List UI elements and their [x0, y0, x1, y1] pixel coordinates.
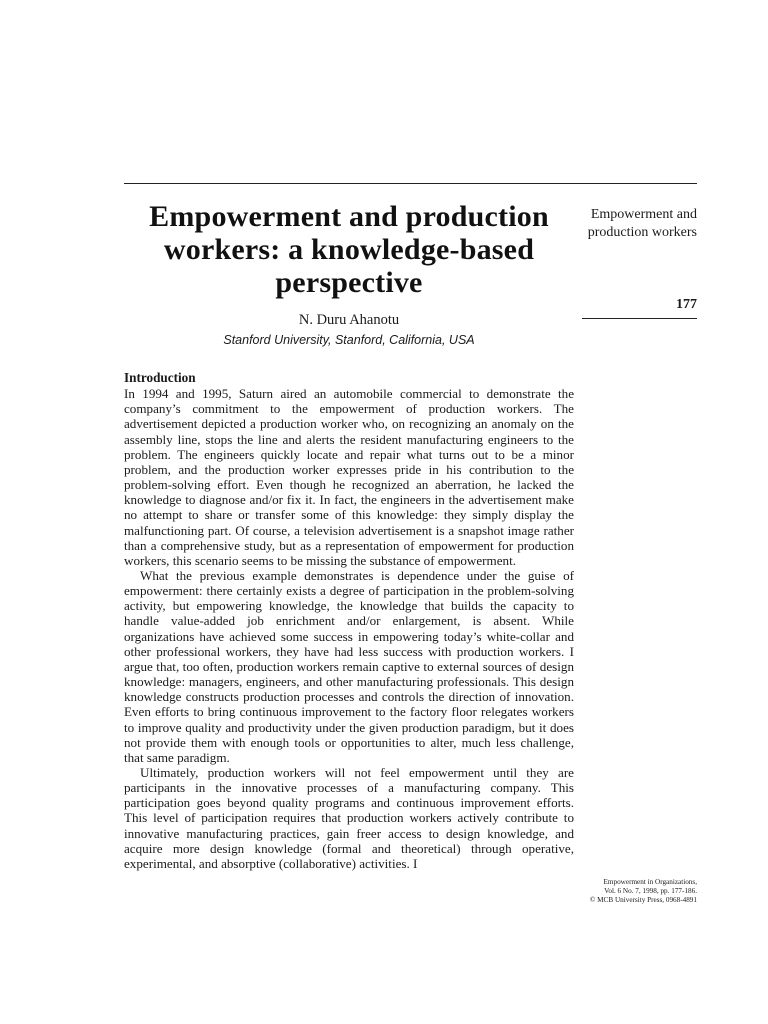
- sidebar-rule: [582, 318, 697, 319]
- journal-citation: [560, 878, 697, 905]
- top-rule: [124, 183, 697, 184]
- author-affiliation: Stanford University, Stanford, California, USA: [223, 333, 475, 347]
- body-paragraph-2: What the previous example demonstrates is dependence under the guise of empowerment: there certainly exists a degree of participation in the problem-solving activity, but empowering knowledge, the knowledge that builds the capacity to handle value-added job enrichment and/or enlargement, is absent. While organizations have achieved some success in empowering today’s white-collar and other professional workers, they have had less success with production workers. I argue that, too often, production workers remain captive to external sources of design knowledge: managers, engineers, and other manufacturing professionals. This design knowledge constructs production processes and controls the direction of innovation. Even efforts to bring continuous improvement to the factory floor relegates workers to improve quality and productivity under the given production paradigm, but it does not provide them with enough tools or opportunities to alter, much less challenge, that same paradigm.: [124, 567, 574, 765]
- running-title: Empowerment and production workers: [587, 207, 697, 240]
- article-main-column: [124, 200, 574, 871]
- body-paragraph-3: Ultimately, production workers will not feel empowerment until they are participants in the innovative processes of a manufacturing company. This participation goes beyond quality programs and continuous improvement efforts. This level of participation requires that production workers actively contribute to innovative manufacturing practices, gain freer access to design knowledge, and acquire more design knowledge (formal and theoretical) through operative, experimental, and absorptive (collaborative) activities. I: [124, 765, 574, 871]
- citation-publisher: © MCB University Press, 0968-4891: [589, 896, 697, 904]
- citation-journal: Empowerment in Organizations,: [603, 878, 697, 886]
- article-title: Empowerment and production workers: a knowledge-based perspective: [149, 200, 549, 299]
- section-heading-introduction: Introduction: [124, 370, 196, 385]
- body-paragraph-1: In 1994 and 1995, Saturn aired an automobile commercial to demonstrate the company’s commitment to the empowerment of production workers. The advertisement depicted a production worker who, on recognizing an anomaly on the assembly line, stops the line and alerts the resident manufacturing engineers to the problem. The engineers quickly locate and repair what turns out to be a minor problem, and the production worker expresses pride in his contribution to the problem-solving effort. Even though he recognized an aberration, he lacked the knowledge to diagnose and/or fix it. In fact, the engineers in the advertisement make no attempt to share or transfer some of this knowledge: they simply display the malfunctioning part. Of course, a television advertisement is a snapshot image rather than a comprehensive study, but as a representation of empowerment for production workers, this scenario seems to be missing the substance of empowerment.: [124, 386, 574, 568]
- author-name: N. Duru Ahanotu: [298, 312, 400, 328]
- citation-volume: Vol. 6 No. 7, 1998, pp. 177-186.: [604, 887, 697, 895]
- page-number: 177: [676, 297, 697, 312]
